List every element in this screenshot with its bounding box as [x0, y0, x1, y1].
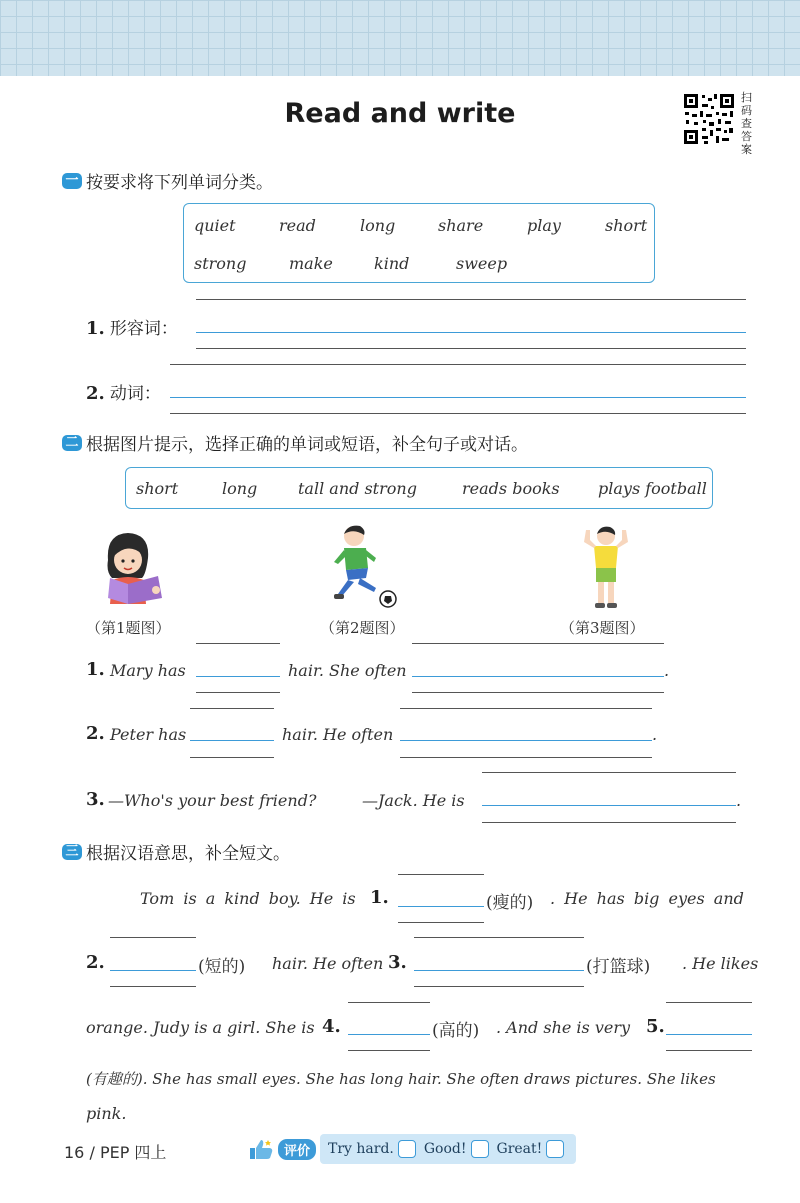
answer-blank-s2-q3[interactable]	[482, 805, 736, 806]
s3-blank-5-number: 5.	[646, 1016, 665, 1037]
option-try-hard-label: Try hard.	[328, 1141, 394, 1157]
s2-q3-number	[86, 789, 105, 810]
q2-number: 2.	[86, 383, 105, 404]
word-bank-phrase: plays football	[598, 479, 707, 498]
word-bank-word: long	[360, 216, 396, 235]
s2-q1-text-a: Mary has	[110, 661, 186, 680]
word-bank-word: make	[289, 254, 333, 273]
s3-line5: pink.	[86, 1104, 127, 1123]
guide-line	[400, 708, 652, 709]
s3-line3-b: . And she is very	[496, 1018, 631, 1037]
s3-line2-b: . He likes	[682, 954, 759, 973]
answer-line-verbs[interactable]	[170, 397, 746, 398]
word-bank-2	[125, 467, 713, 509]
section-2-heading	[62, 430, 528, 455]
book-label: PEP 四上	[99, 1143, 167, 1162]
s3-blank-1-number: 1.	[370, 887, 389, 908]
answer-line-adjectives[interactable]	[196, 332, 746, 333]
s2-q2-number	[86, 723, 105, 744]
guide-line	[196, 692, 280, 693]
section-1-q2	[86, 379, 161, 404]
boy-football-illustration	[330, 522, 402, 610]
guide-line	[348, 1050, 430, 1051]
word-bank-word: quiet	[194, 216, 236, 235]
section-2-badge: 二	[62, 435, 82, 451]
s3-blank-3-hint: (打篮球)	[586, 957, 651, 977]
word-bank-phrase: short	[136, 479, 179, 498]
s3-line3-a: orange. Judy is a girl. She is	[86, 1018, 315, 1037]
option-try-hard-checkbox[interactable]	[398, 1140, 416, 1158]
guide-line	[666, 1050, 752, 1051]
guide-line	[414, 986, 584, 987]
s2-q3-text-a: —Who's your best friend?	[108, 791, 317, 810]
section-3-badge: 三	[62, 844, 82, 860]
caption-pic-3: （第3题图）	[560, 619, 645, 637]
section-1-badge: 一	[62, 173, 82, 189]
page-title: Read and write	[284, 98, 516, 129]
s3-blank-4-hint: (高的)	[432, 1021, 480, 1041]
guide-line	[190, 757, 274, 758]
caption-pic-2: （第2题图）	[320, 619, 405, 637]
s3-blank-4-number: 4.	[322, 1016, 341, 1037]
s3-line2-a: hair. He often	[272, 954, 384, 973]
answer-blank-s2-q2-a[interactable]	[190, 740, 274, 741]
guide-line	[412, 643, 664, 644]
evaluation-label: 评价	[278, 1139, 316, 1160]
guide-line	[482, 772, 736, 773]
guide-line	[666, 1002, 752, 1003]
answer-blank-s2-q1-a[interactable]	[196, 676, 280, 677]
s3-line1-b: . He has big eyes and	[550, 889, 744, 908]
evaluation-options	[320, 1134, 576, 1164]
s2-q1-end: .	[664, 661, 670, 680]
word-bank-word: short	[605, 216, 648, 235]
guide-line	[110, 986, 196, 987]
guide-line	[170, 413, 746, 414]
page-footer	[64, 1140, 166, 1163]
word-bank-word: share	[438, 216, 484, 235]
word-bank-word: read	[279, 216, 316, 235]
q-number: 3.	[86, 789, 105, 810]
s3-blank-1-hint: (瘦的)	[486, 893, 534, 913]
evaluation-widget	[248, 1134, 576, 1164]
footer-separator: /	[89, 1143, 95, 1162]
answer-blank-s3-2[interactable]	[110, 970, 196, 971]
s2-q2-text-a: Peter has	[110, 725, 187, 744]
qr-label: 扫码查答案	[741, 91, 752, 156]
word-bank-phrase: reads books	[462, 479, 560, 498]
s2-q1-number	[86, 659, 105, 680]
guide-line	[196, 348, 746, 349]
guide-line	[110, 937, 196, 938]
guide-line	[398, 874, 484, 875]
answer-blank-s2-q2-b[interactable]	[400, 740, 652, 741]
s3-blank-2-hint: (短的)	[198, 957, 246, 977]
guide-line	[196, 643, 280, 644]
thumbs-up-icon	[248, 1138, 274, 1160]
option-great-checkbox[interactable]	[546, 1140, 564, 1158]
section-2-instruction: 根据图片提示，选择正确的单词或短语，补全句子或对话。	[86, 435, 528, 455]
word-bank-phrase: tall and strong	[298, 479, 417, 498]
s2-q2-end: .	[652, 725, 658, 744]
option-good-label: Good!	[423, 1141, 467, 1157]
word-bank-word: strong	[194, 254, 247, 273]
caption-pic-1: （第1题图）	[86, 619, 171, 637]
guide-line	[196, 299, 746, 300]
section-1-heading	[62, 168, 273, 193]
header-grid-banner	[0, 0, 800, 76]
q-number: 1.	[86, 659, 105, 680]
guide-line	[398, 922, 484, 923]
s2-q3-end: .	[736, 791, 742, 810]
strong-boy-illustration	[578, 524, 634, 610]
s3-blank-2-number: 2.	[86, 952, 105, 973]
answer-blank-s3-3[interactable]	[414, 970, 584, 971]
q-number: 2.	[86, 723, 105, 744]
word-bank-word: play	[527, 216, 561, 235]
section-1-q1	[86, 314, 178, 339]
word-bank-phrase: long	[222, 479, 258, 498]
option-good-checkbox[interactable]	[471, 1140, 489, 1158]
word-bank-word: sweep	[456, 254, 508, 273]
word-bank-word: kind	[374, 254, 410, 273]
guide-line	[414, 937, 584, 938]
q1-number: 1.	[86, 318, 105, 339]
option-great-label: Great!	[496, 1141, 543, 1157]
s3-line4: (有趣的). She has small eyes. She has long hair. She often draws pictures. She likes	[86, 1070, 716, 1088]
q1-label: 形容词：	[109, 319, 178, 339]
s2-q2-text-b: hair. He often	[282, 725, 394, 744]
guide-line	[348, 1002, 430, 1003]
guide-line	[170, 364, 746, 365]
guide-line	[482, 822, 736, 823]
s2-q1-text-b: hair. She often	[288, 661, 407, 680]
page-number: 16	[64, 1143, 85, 1162]
answer-blank-s2-q1-b[interactable]	[412, 676, 664, 677]
s3-line1-a: Tom is a kind boy. He is	[140, 889, 356, 908]
s3-blank-3-number: 3.	[388, 952, 407, 973]
q2-label: 动词：	[109, 384, 161, 404]
answer-blank-s3-4[interactable]	[348, 1034, 430, 1035]
answer-blank-s3-1[interactable]	[398, 906, 484, 907]
s2-q3-text-b: —Jack. He is	[362, 791, 465, 810]
qr-code-icon[interactable]	[682, 92, 736, 146]
section-3-instruction: 根据汉语意思，补全短文。	[86, 844, 290, 864]
answer-blank-s3-5[interactable]	[666, 1034, 752, 1035]
guide-line	[412, 692, 664, 693]
word-bank-1	[183, 203, 655, 283]
section-3-heading	[62, 839, 290, 864]
girl-reading-illustration	[98, 528, 168, 606]
guide-line	[190, 708, 274, 709]
guide-line	[400, 757, 652, 758]
section-1-instruction: 按要求将下列单词分类。	[86, 173, 273, 193]
